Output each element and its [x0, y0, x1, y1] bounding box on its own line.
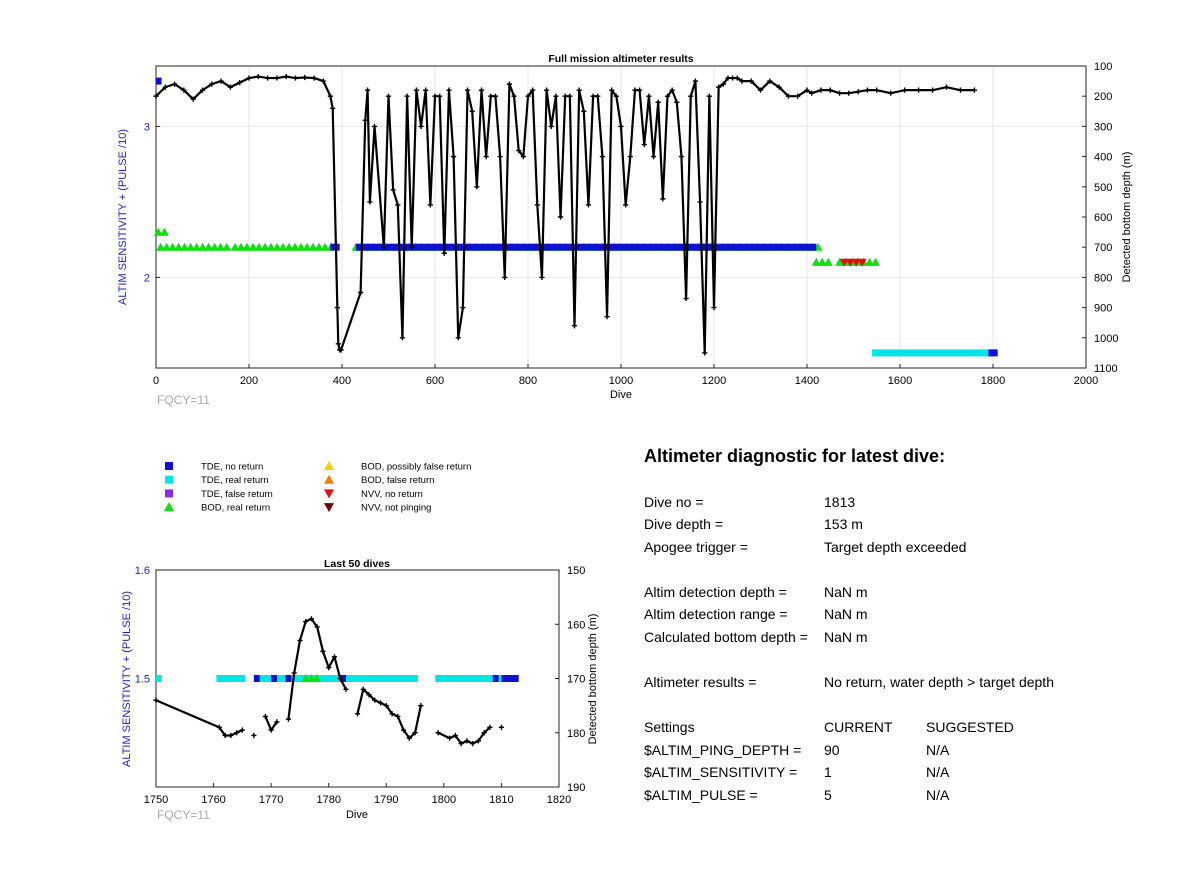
legend-label: BOD, false return: [361, 475, 435, 487]
depth-point: [395, 202, 400, 207]
depth-point: [623, 202, 628, 207]
setting-marker-band: [254, 675, 418, 682]
depth-point: [330, 106, 335, 111]
depth-point: [577, 88, 582, 93]
depth-point: [355, 711, 360, 716]
legend-label: NVV, no return: [361, 488, 423, 500]
depth-point: [558, 214, 563, 219]
depth-line: [438, 727, 490, 743]
top-x-axis-label: Dive: [609, 389, 633, 401]
x-tick-label: 1790: [374, 794, 399, 806]
depth-point: [474, 184, 479, 189]
x-tick-label: 1000: [608, 375, 634, 387]
y-right-tick-label: 1100: [1094, 363, 1118, 375]
depth-point: [432, 94, 437, 99]
depth-point: [400, 335, 405, 340]
depth-point: [581, 109, 586, 114]
setting-current: 90: [824, 742, 840, 758]
current-header: CURRENT: [824, 719, 893, 735]
x-tick-label: 1750: [143, 794, 169, 806]
setting-name: $ALTIM_SENSITIVITY =: [644, 764, 798, 780]
depth-point: [320, 649, 325, 654]
depth-point: [604, 314, 609, 319]
top-y-left-ticks: [144, 121, 160, 284]
depth-point: [456, 335, 461, 340]
depth-point: [418, 703, 423, 708]
y-left-tick-label: 1.6: [134, 565, 150, 577]
x-tick-label: 1400: [794, 375, 820, 387]
depth-point: [358, 290, 363, 295]
legend-label: BOD, real return: [201, 502, 271, 514]
x-tick-label: 1800: [980, 375, 1006, 387]
y-right-tick-label: 900: [1094, 302, 1113, 315]
depth-point: [274, 75, 279, 80]
legend: [164, 461, 471, 514]
diagnostic-title: Altimeter diagnostic for latest dive:: [644, 446, 946, 466]
x-tick-label: 1200: [701, 375, 727, 387]
x-tick-label: 1760: [201, 794, 226, 806]
y-right-tick-label: 170: [567, 673, 586, 686]
top-chart-title: Full mission altimeter results: [548, 53, 694, 65]
depth-point: [637, 88, 642, 93]
depth-point: [446, 88, 451, 93]
depth-point: [297, 638, 302, 643]
y-right-tick-label: 600: [1094, 212, 1113, 224]
depth-point: [256, 74, 261, 79]
top-y-left-label: ALTIM SENSITIVITY + (PULSE /10): [117, 129, 129, 305]
depth-point: [292, 670, 297, 675]
legend-label: TDE, false return: [201, 488, 273, 500]
bottom-chart-title: Last 50 dives: [324, 558, 390, 570]
legend-marker: [324, 461, 334, 470]
y-right-tick-label: 500: [1094, 181, 1113, 194]
depth-point: [544, 88, 549, 93]
x-tick-label: 1810: [489, 794, 514, 806]
y-right-tick-label: 300: [1094, 121, 1113, 134]
depth-point: [293, 75, 298, 80]
legend-label: NVV, not pinging: [361, 502, 432, 514]
depth-point: [265, 75, 270, 80]
depth-point: [372, 124, 377, 129]
y-right-tick-label: 1000: [1094, 332, 1119, 345]
top-fqcy-label: FQCY=11: [157, 393, 210, 407]
depth-point: [465, 88, 470, 93]
detect-depth-label: Altim detection depth =: [644, 584, 787, 600]
x-tick-label: 2000: [1073, 375, 1099, 387]
depth-point: [336, 341, 341, 346]
legend-marker: [165, 489, 173, 497]
depth-point: [418, 124, 423, 129]
x-tick-label: 0: [152, 375, 160, 387]
depth-point: [479, 88, 484, 93]
depth-point: [460, 305, 465, 310]
suggested-header: SUGGESTED: [926, 719, 1014, 735]
depth-point: [451, 154, 456, 159]
depth-point: [488, 94, 493, 99]
top-y-right-label: Detected bottom depth (m): [1121, 151, 1133, 283]
depth-point: [484, 154, 489, 159]
depth-point: [600, 154, 605, 159]
x-tick-label: 800: [518, 375, 538, 387]
depth-line: [358, 689, 421, 738]
y-right-tick-label: 700: [1094, 242, 1113, 255]
dive-no-value: 1813: [824, 494, 856, 510]
depth-point: [367, 199, 372, 204]
depth-point: [632, 88, 637, 93]
depth-point: [284, 74, 289, 79]
x-tick-label: 1780: [316, 794, 341, 806]
y-right-tick-label: 190: [567, 782, 586, 794]
setting-marker: [222, 243, 231, 251]
setting-suggested: N/A: [926, 742, 950, 758]
y-left-tick-label: 3: [143, 121, 150, 134]
legend-marker: [324, 489, 334, 498]
y-left-tick-label: 1.5: [134, 673, 150, 686]
depth-point: [386, 94, 391, 99]
apogee-value: Target depth exceeded: [824, 539, 967, 555]
bottom-fqcy-label: FQCY=11: [157, 808, 210, 822]
bottom-x-ticks: [144, 783, 571, 806]
depth-point: [365, 88, 370, 93]
setting-marker-band: [493, 675, 499, 682]
depth-line: [288, 619, 346, 719]
legend-marker: [324, 503, 334, 512]
diagnostic-panel: [644, 0, 1184, 885]
depth-point: [414, 88, 419, 93]
depth-point: [251, 733, 256, 738]
legend-marker: [165, 462, 173, 470]
depth-point: [437, 94, 442, 99]
bottom-depth-label: Calculated bottom depth =: [644, 629, 808, 645]
results-label: Altimeter results =: [644, 674, 757, 690]
depth-point: [628, 154, 633, 159]
depth-point: [539, 275, 544, 280]
detect-range-value: NaN m: [824, 606, 868, 622]
depth-point: [572, 323, 577, 328]
depth-point: [618, 124, 623, 129]
dive-depth-label: Dive depth =: [644, 516, 723, 532]
settings-header: Settings: [644, 719, 695, 735]
y-right-tick-label: 100: [1094, 61, 1113, 73]
depth-line: [156, 700, 242, 735]
results-value: No return, water depth > target depth: [824, 674, 1054, 690]
depth-point: [442, 251, 447, 256]
x-tick-label: 1770: [258, 794, 284, 806]
depth-point: [335, 305, 340, 310]
depth-point: [312, 75, 317, 80]
bottom-settings-markers: [156, 674, 519, 682]
depth-point: [405, 94, 410, 99]
setting-name: $ALTIM_PULSE =: [644, 787, 758, 803]
depth-point: [499, 725, 504, 730]
setting-marker-band: [286, 675, 292, 682]
setting-marker-band: [216, 675, 245, 682]
setting-suggested: N/A: [926, 787, 950, 803]
depth-point: [563, 94, 568, 99]
depth-point: [549, 124, 554, 129]
setting-marker-band: [156, 78, 162, 85]
depth-point: [591, 94, 596, 99]
setting-marker-band: [271, 675, 277, 682]
apogee-label: Apogee trigger =: [644, 539, 748, 555]
depth-point: [428, 202, 433, 207]
legend-marker: [165, 476, 173, 484]
x-tick-label: 600: [425, 375, 445, 387]
depth-point: [586, 202, 591, 207]
y-right-tick-label: 400: [1094, 151, 1113, 164]
bottom-y-right-label: Detected bottom depth (m): [587, 613, 599, 745]
bottom-y-right-ticks: [555, 565, 585, 794]
depth-point: [470, 109, 475, 114]
depth-point: [553, 94, 558, 99]
setting-name: $ALTIM_PING_DEPTH =: [644, 742, 802, 758]
setting-marker-band: [435, 675, 513, 682]
setting-marker-band: [254, 675, 260, 682]
setting-marker-band: [156, 675, 162, 682]
setting-current: 1: [824, 764, 832, 780]
x-tick-label: 1600: [887, 375, 913, 387]
y-left-tick-label: 2: [143, 272, 150, 285]
y-right-tick-label: 150: [567, 565, 586, 577]
legend-label: TDE, no return: [201, 461, 264, 473]
legend-marker: [164, 502, 174, 511]
detect-depth-value: NaN m: [824, 584, 868, 600]
y-right-tick-label: 800: [1094, 272, 1113, 285]
x-tick-label: 1820: [546, 794, 572, 806]
setting-current: 5: [824, 787, 832, 803]
x-tick-label: 400: [332, 375, 352, 387]
depth-point: [302, 75, 307, 80]
legend-label: TDE, real return: [201, 475, 269, 487]
y-right-tick-label: 180: [567, 727, 586, 740]
setting-suggested: N/A: [926, 764, 950, 780]
setting-marker: [160, 228, 169, 236]
dive-depth-value: 153 m: [824, 516, 863, 532]
depth-point: [493, 94, 498, 99]
y-right-tick-label: 160: [567, 619, 586, 632]
legend-marker: [324, 475, 334, 484]
depth-point: [391, 187, 396, 192]
bottom-y-left-label: ALTIM SENSITIVITY + (PULSE /10): [121, 591, 133, 767]
bottom-chart: [121, 558, 599, 822]
setting-marker-band: [501, 675, 518, 682]
depth-point: [567, 94, 572, 99]
bottom-depth-value: NaN m: [824, 629, 868, 645]
y-right-tick-label: 200: [1094, 91, 1113, 104]
legend-label: BOD, possibly false return: [361, 461, 472, 473]
depth-point: [286, 717, 291, 722]
depth-point: [595, 94, 600, 99]
detect-range-label: Altim detection range =: [644, 606, 788, 622]
depth-point: [502, 275, 507, 280]
depth-point: [423, 88, 428, 93]
dive-no-label: Dive no =: [644, 494, 704, 510]
x-tick-label: 200: [239, 375, 259, 387]
depth-point: [498, 154, 503, 159]
depth-point: [535, 202, 540, 207]
x-tick-label: 1800: [431, 794, 457, 806]
bottom-x-axis-label: Dive: [345, 809, 369, 821]
